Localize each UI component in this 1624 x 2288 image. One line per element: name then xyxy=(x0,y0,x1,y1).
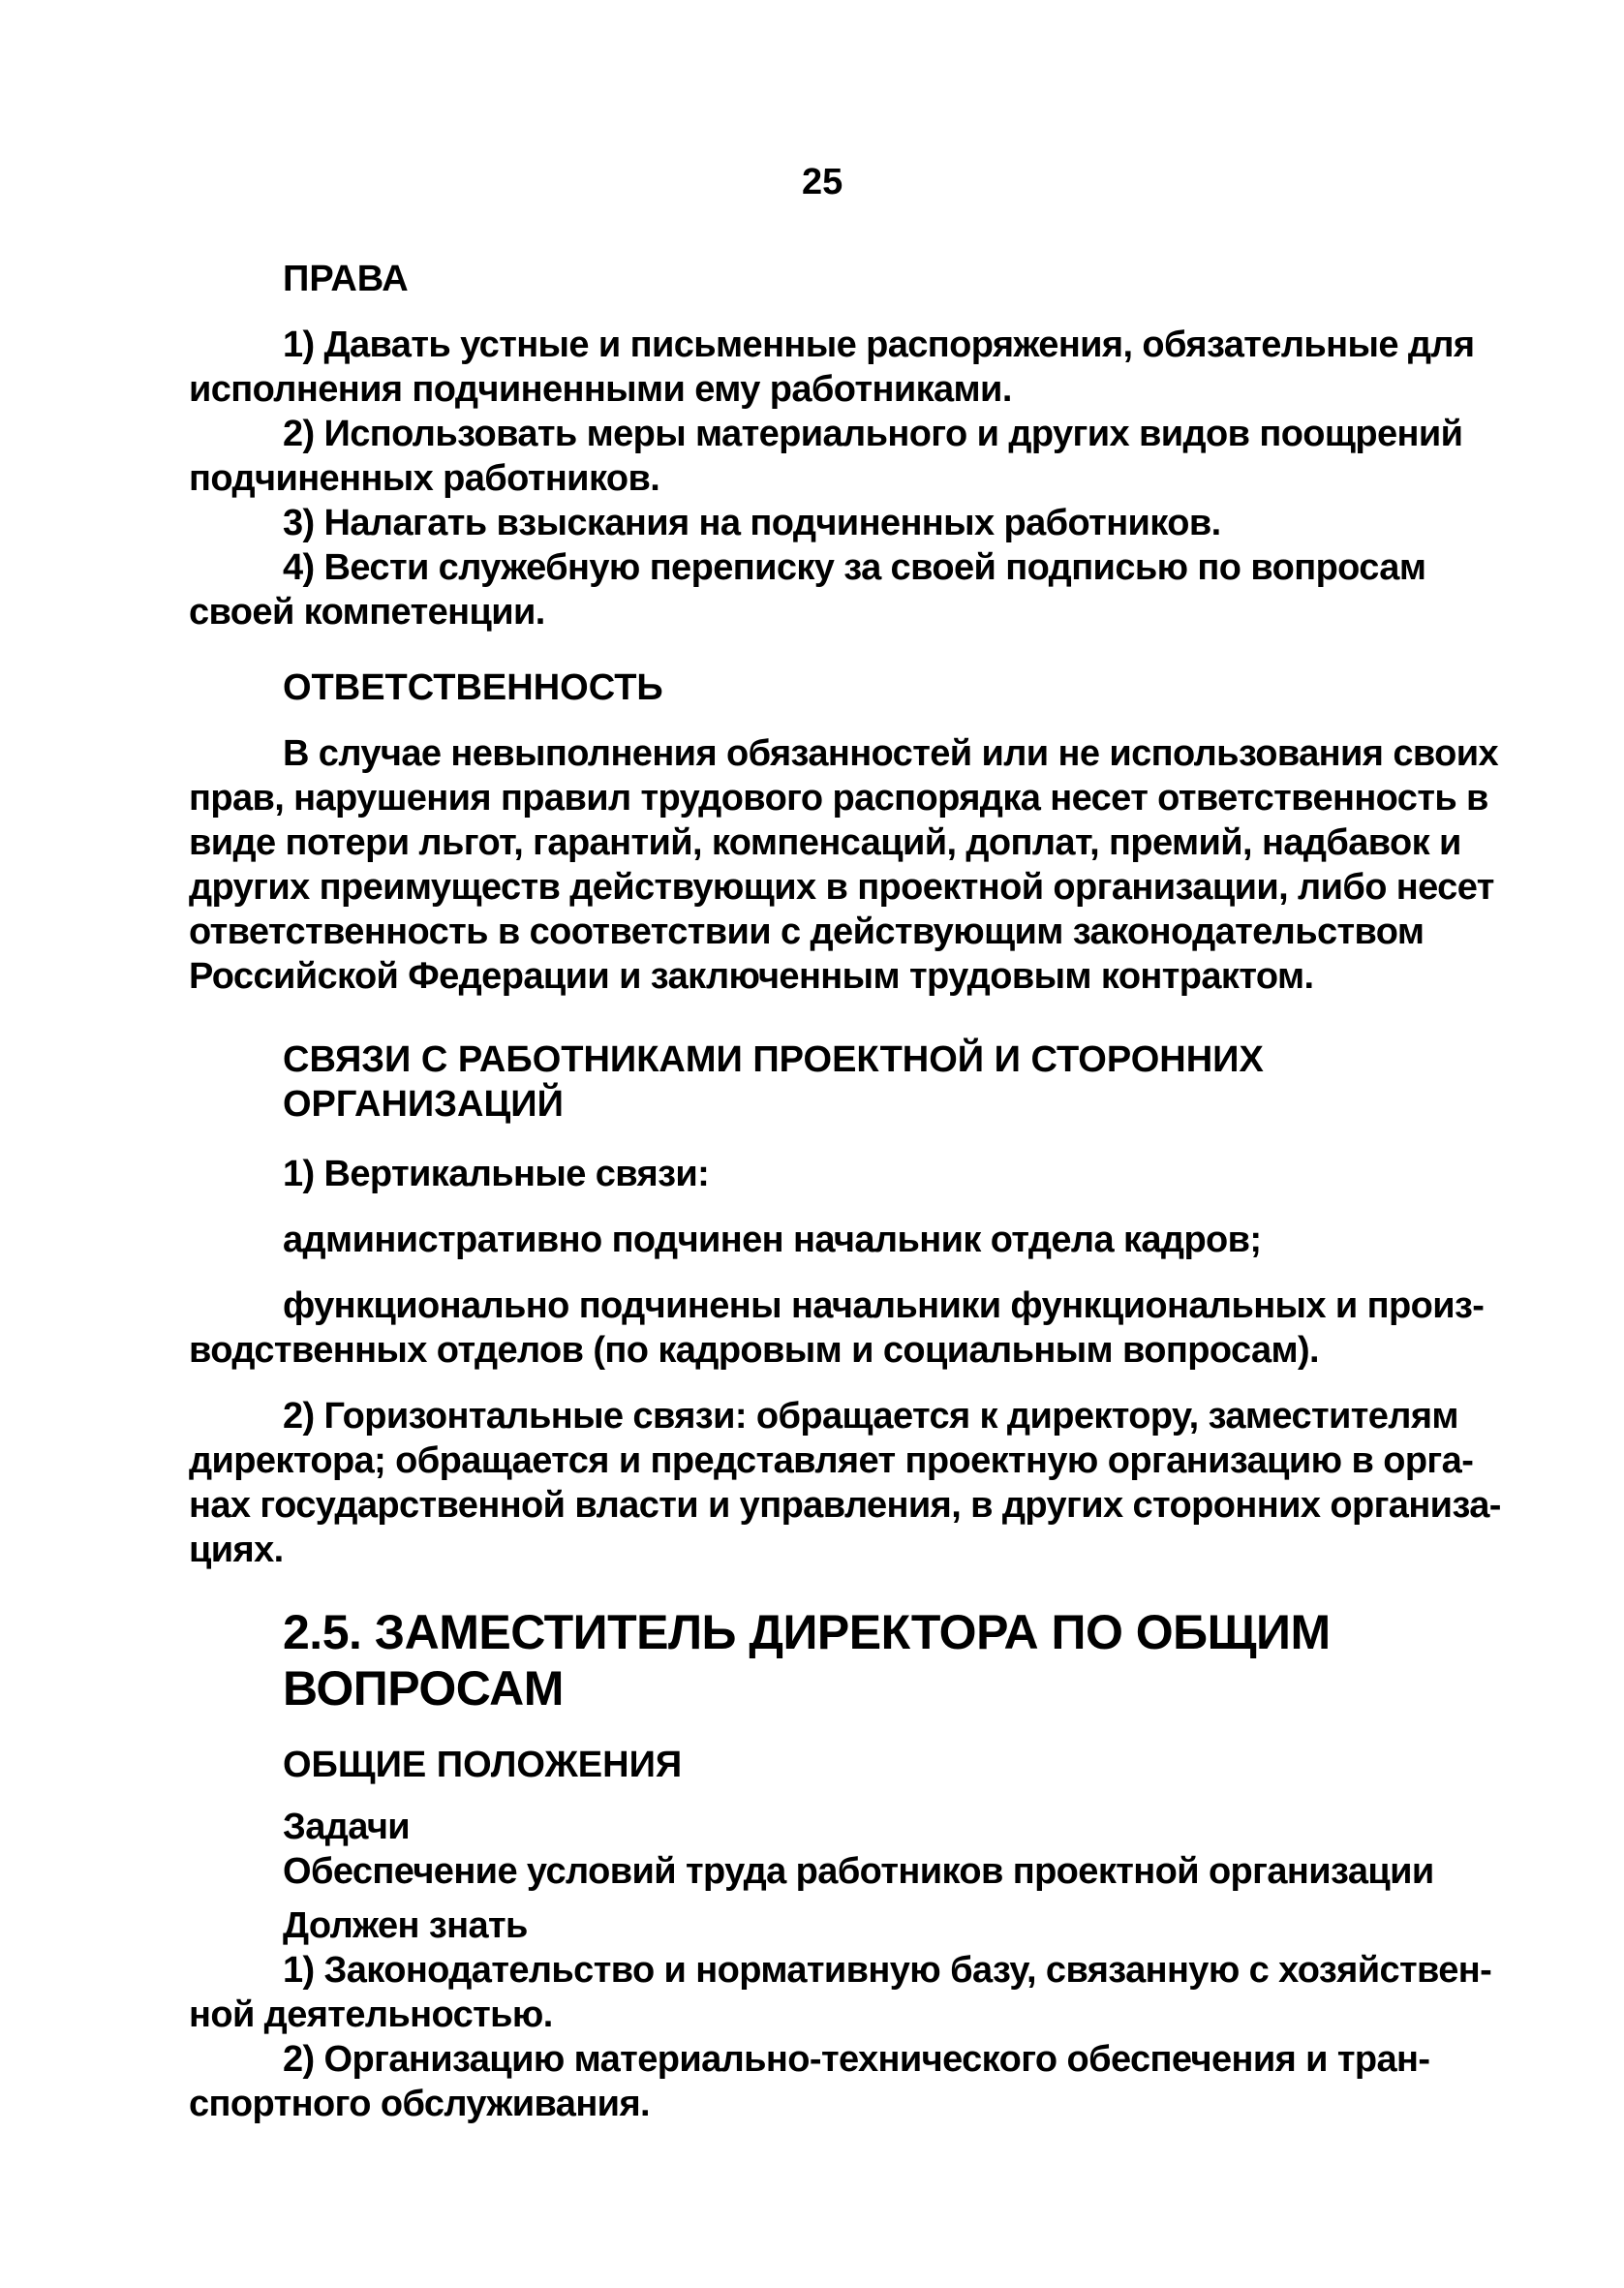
relations-vertical-func-line-1: функционально подчинены начальники функциональных и произ- xyxy=(283,1285,1485,1326)
tasks-label: Задачи xyxy=(283,1807,411,1847)
relations-heading-line-1: СВЯЗИ С РАБОТНИКАМИ ПРОЕКТНОЙ И СТОРОННИХ xyxy=(283,1039,1264,1080)
rights-item-3: 3) Налагать взыскания на подчиненных работников. xyxy=(283,503,1221,543)
rights-item-4-line-2: своей компетенции. xyxy=(189,592,545,633)
know-item-1-line-1: 1) Законодательство и нормативную базу, связанную с хозяйствен- xyxy=(283,1950,1492,1991)
responsibility-line-2: прав, нарушения правил трудового распорядка несет ответственность в xyxy=(189,778,1488,819)
relations-heading-line-2: ОРГАНИЗАЦИЙ xyxy=(283,1084,564,1125)
responsibility-line-4: других преимуществ действующих в проектной организации, либо несет xyxy=(189,867,1494,908)
know-item-2-line-1: 2) Организацию материально-технического обеспечения и тран- xyxy=(283,2039,1430,2080)
responsibility-line-3: виде потери льгот, гарантий, компенсаций, доплат, премий, надбавок и xyxy=(189,822,1461,863)
rights-item-2-line-2: подчиненных работников. xyxy=(189,458,660,499)
relations-horizontal-line-4: циях. xyxy=(189,1530,284,1570)
section-title-line-1: 2.5. ЗАМЕСТИТЕЛЬ ДИРЕКТОРА ПО ОБЩИМ xyxy=(283,1605,1331,1659)
relations-vertical-admin: административно подчинен начальник отдела кадров; xyxy=(283,1220,1262,1260)
relations-horizontal-line-2: директора; обращается и представляет проектную организацию в орга- xyxy=(189,1440,1474,1481)
rights-item-4-line-1: 4) Вести служебную переписку за своей подписью по вопросам xyxy=(283,547,1426,588)
relations-horizontal-line-1: 2) Горизонтальные связи: обращается к директору, заместителям xyxy=(283,1396,1458,1437)
relations-vertical-title: 1) Вертикальные связи: xyxy=(283,1154,710,1194)
responsibility-heading: ОТВЕТСТВЕННОСТЬ xyxy=(283,667,663,708)
know-label: Должен знать xyxy=(283,1905,528,1946)
general-heading: ОБЩИЕ ПОЛОЖЕНИЯ xyxy=(283,1745,683,1785)
rights-item-1-line-1: 1) Давать устные и письменные распоряжения, обязательные для xyxy=(283,325,1475,365)
rights-item-2-line-1: 2) Использовать меры материального и других видов поощрений xyxy=(283,414,1463,454)
relations-vertical-func-line-2: водственных отделов (по кадровым и социальным вопросам). xyxy=(189,1330,1320,1371)
page-number: 25 xyxy=(802,162,843,202)
section-title-line-2: ВОПРОСАМ xyxy=(283,1661,564,1716)
rights-item-1-line-2: исполнения подчиненными ему работниками. xyxy=(189,369,1012,410)
tasks-text: Обеспечение условий труда работников проектной организации xyxy=(283,1851,1434,1892)
responsibility-line-1: В случае невыполнения обязанностей или не использования своих xyxy=(283,733,1499,774)
know-item-2-line-2: спортного обслуживания. xyxy=(189,2084,650,2124)
relations-horizontal-line-3: нах государственной власти и управления, в других сторонних организа- xyxy=(189,1485,1501,1526)
know-item-1-line-2: ной деятельностью. xyxy=(189,1994,553,2035)
responsibility-line-6: Российской Федерации и заключенным трудовым контрактом. xyxy=(189,956,1314,997)
rights-heading: ПРАВА xyxy=(283,259,409,299)
responsibility-line-5: ответственность в соответствии с действующим законодательством xyxy=(189,912,1425,952)
